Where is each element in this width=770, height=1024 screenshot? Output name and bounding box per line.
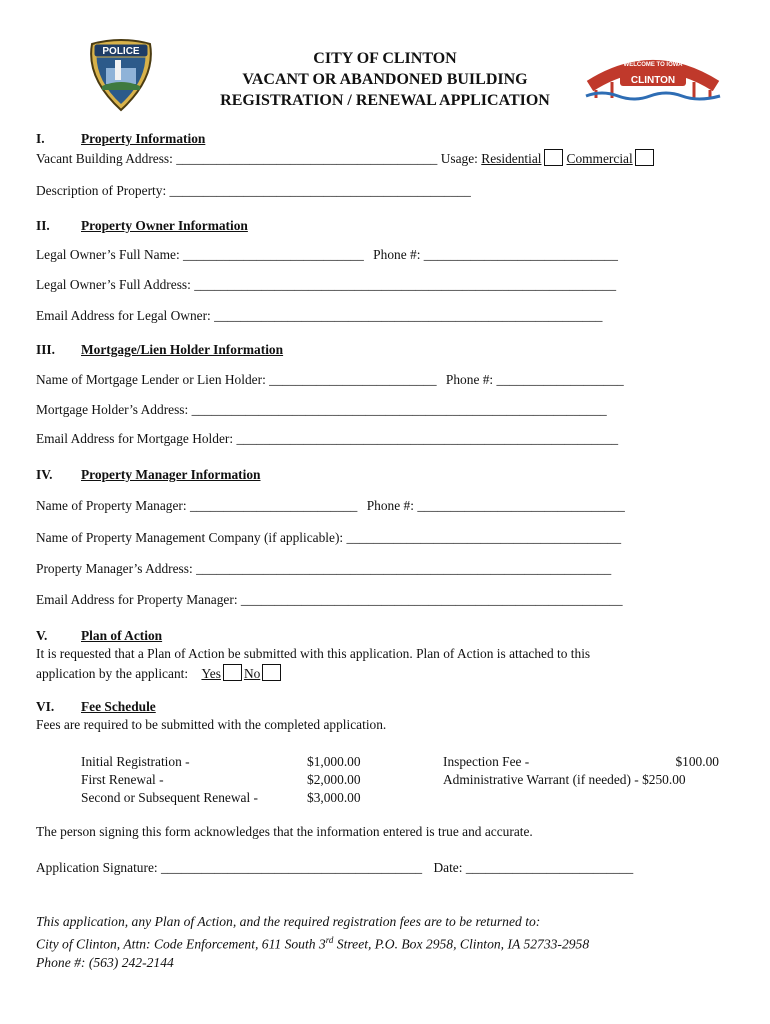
date-field[interactable]: _________________________ bbox=[465, 860, 634, 875]
section-5-heading: V. Plan of Action bbox=[36, 628, 163, 643]
logo-top-text: WELCOME TO IOWA bbox=[623, 62, 683, 68]
owner-name-label: Legal Owner’s Full Name: bbox=[36, 247, 180, 262]
no-label: No bbox=[243, 666, 261, 681]
vacant-address-row bbox=[36, 149, 654, 167]
signature-label: Application Signature: bbox=[36, 860, 158, 875]
management-company-row bbox=[36, 530, 621, 546]
yes-label: Yes bbox=[201, 666, 221, 681]
manager-address-field[interactable]: ______________________________________________________________ bbox=[196, 561, 612, 576]
fee-table-left bbox=[81, 753, 361, 807]
manager-address-row bbox=[36, 561, 611, 577]
date-label: Date: bbox=[433, 860, 463, 875]
lender-name-row bbox=[36, 372, 624, 388]
lender-phone-label: Phone #: bbox=[445, 372, 494, 387]
fee-label: Second or Subsequent Renewal - bbox=[81, 790, 259, 805]
owner-phone-field[interactable]: _____________________________ bbox=[423, 247, 618, 262]
owner-name-row bbox=[36, 247, 618, 263]
manager-name-field[interactable]: _________________________ bbox=[189, 498, 358, 513]
owner-email-field[interactable]: __________________________________________________________ bbox=[214, 308, 603, 323]
owner-email-label: Email Address for Legal Owner: bbox=[36, 308, 211, 323]
plan-text-line-1: It is requested that a Plan of Action be submitted with this application. Plan of Action is attached to this bbox=[36, 646, 591, 661]
owner-phone-label: Phone #: bbox=[373, 247, 421, 262]
owner-name-field[interactable]: ___________________________ bbox=[183, 247, 364, 262]
management-company-field[interactable]: _________________________________________ bbox=[346, 530, 622, 545]
fee-row bbox=[443, 753, 719, 771]
signature-row bbox=[36, 860, 633, 876]
owner-address-label: Legal Owner’s Full Address: bbox=[36, 277, 191, 292]
section-3-heading: III. Mortgage/Lien Holder Information bbox=[36, 342, 284, 357]
fee-table-right bbox=[443, 753, 719, 789]
fee-amount: $3,000.00 bbox=[307, 790, 361, 805]
manager-email-field[interactable]: _________________________________________________________ bbox=[240, 592, 623, 607]
lender-address-label: Mortgage Holder’s Address: bbox=[36, 402, 189, 417]
manager-email-row bbox=[36, 592, 623, 608]
plan-text-line-2: application by the applicant: bbox=[36, 666, 189, 681]
police-badge-text: POLICE bbox=[102, 46, 140, 57]
fee-row bbox=[443, 771, 719, 789]
management-company-label: Name of Property Management Company (if applicable): bbox=[36, 530, 344, 545]
lender-name-label: Name of Mortgage Lender or Lien Holder: bbox=[36, 372, 266, 387]
lender-name-field[interactable]: _________________________ bbox=[269, 372, 437, 387]
manager-phone-label: Phone #: bbox=[366, 498, 414, 513]
section-2-heading: II. Property Owner Information bbox=[36, 218, 248, 233]
vacant-address-field[interactable]: _______________________________________ bbox=[176, 151, 438, 166]
fee-amount: $2,000.00 bbox=[307, 772, 361, 787]
clinton-welcome-logo bbox=[582, 52, 724, 102]
fee-label: First Renewal - bbox=[81, 772, 164, 787]
footer-line-2: City of Clinton, Attn: Code Enforcement, 611 South 3rd Street, P.O. Box 2958, Clinton, IA 52733-2958 bbox=[36, 935, 590, 952]
title-line-2: VACANT OR ABANDONED BUILDING bbox=[242, 71, 528, 88]
lender-address-field[interactable]: ______________________________________________________________ bbox=[191, 402, 607, 417]
plan-attached-row bbox=[36, 664, 281, 682]
fee-row bbox=[81, 753, 361, 771]
residential-checkbox[interactable] bbox=[544, 149, 563, 166]
manager-address-label: Property Manager’s Address: bbox=[36, 561, 193, 576]
owner-address-field[interactable]: _______________________________________________________________ bbox=[194, 277, 617, 292]
yes-checkbox[interactable] bbox=[223, 664, 242, 681]
title-line-3: REGISTRATION / RENEWAL APPLICATION bbox=[220, 92, 550, 109]
no-checkbox[interactable] bbox=[262, 664, 281, 681]
owner-address-row bbox=[36, 277, 616, 293]
residential-label: Residential bbox=[481, 151, 542, 166]
description-field[interactable]: _____________________________________________ bbox=[169, 183, 471, 198]
fee-row bbox=[81, 771, 361, 789]
lender-phone-field[interactable]: ___________________ bbox=[496, 372, 624, 387]
fee-label: Initial Registration - bbox=[81, 754, 190, 769]
fee-amount: $1,000.00 bbox=[307, 754, 361, 769]
section-4-heading: IV. Property Manager Information bbox=[36, 467, 261, 482]
fee-row bbox=[81, 789, 361, 807]
logo-main-text: CLINTON bbox=[630, 75, 676, 86]
description-row bbox=[36, 183, 471, 199]
vacant-address-label: Vacant Building Address: bbox=[36, 151, 173, 166]
fees-intro: Fees are required to be submitted with the completed application. bbox=[36, 717, 387, 732]
acknowledgement-text: The person signing this form acknowledges that the information entered is true and accurate. bbox=[36, 824, 533, 839]
usage-label: Usage: bbox=[440, 151, 478, 166]
manager-name-label: Name of Property Manager: bbox=[36, 498, 187, 513]
manager-phone-field[interactable]: _______________________________ bbox=[417, 498, 625, 513]
fee-amount: $100.00 bbox=[675, 754, 719, 769]
manager-email-label: Email Address for Property Manager: bbox=[36, 592, 238, 607]
title-line-1: CITY OF CLINTON bbox=[313, 50, 457, 67]
section-6-heading: VI. Fee Schedule bbox=[36, 699, 156, 714]
owner-email-row bbox=[36, 308, 602, 324]
description-label: Description of Property: bbox=[36, 183, 167, 198]
fee-label: Inspection Fee - bbox=[443, 754, 530, 769]
manager-name-row bbox=[36, 498, 625, 514]
commercial-checkbox[interactable] bbox=[635, 149, 654, 166]
footer-line-1: This application, any Plan of Action, and the required registration fees are to be returned to: bbox=[36, 914, 541, 929]
lender-email-row bbox=[36, 431, 618, 447]
lender-address-row bbox=[36, 402, 607, 418]
section-1-heading: I. Property Information bbox=[36, 131, 206, 146]
return-instructions bbox=[36, 913, 589, 972]
lender-email-field[interactable]: _________________________________________________________ bbox=[236, 431, 619, 446]
lender-email-label: Email Address for Mortgage Holder: bbox=[36, 431, 234, 446]
footer-line-3: Phone #: (563) 242-2144 bbox=[36, 954, 174, 970]
signature-field[interactable]: _______________________________________ bbox=[160, 860, 423, 875]
fee-label: Administrative Warrant (if needed) - $250.00 bbox=[443, 772, 686, 787]
commercial-label: Commercial bbox=[566, 151, 633, 166]
